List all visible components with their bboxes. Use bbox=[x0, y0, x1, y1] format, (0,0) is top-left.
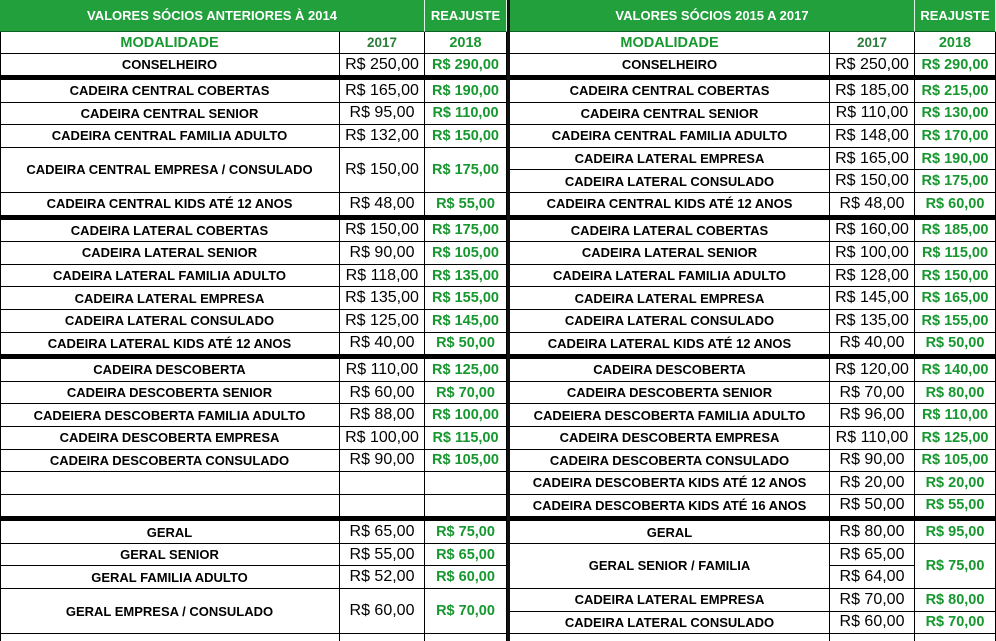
price-2018-cell: R$ 20,00 bbox=[915, 472, 996, 495]
price-2018-cell: R$ 70,00 bbox=[915, 612, 996, 635]
modalidade-cell: CADEIRA DESCOBERTA bbox=[0, 359, 340, 382]
price-2017-cell: R$ 20,00 bbox=[830, 472, 915, 495]
price-2017-cell: R$ 55,00 bbox=[340, 544, 425, 567]
modalidade-cell: CADEIRA LATERAL CONSULADO bbox=[510, 310, 830, 333]
price-2018-cell: R$ 130,00 bbox=[915, 103, 996, 126]
modalidade-cell: GERAL EMPRESA / CONSULADO bbox=[0, 589, 340, 634]
price-2017-cell: R$ 132,00 bbox=[340, 125, 425, 148]
modalidade-cell: CADEIRA CENTRAL SENIOR bbox=[0, 103, 340, 126]
modalidade-cell: CADEIRA CENTRAL COBERTAS bbox=[510, 80, 830, 103]
modalidade-cell: CADEIRA LATERAL EMPRESA bbox=[510, 589, 830, 612]
price-2018-cell: R$ 290,00 bbox=[425, 54, 507, 76]
price-2018-cell: R$ 155,00 bbox=[425, 287, 507, 310]
modalidade-cell: CADEIRA LATERAL CONSULADO bbox=[0, 310, 340, 333]
price-2017-cell: R$ 64,00 bbox=[830, 566, 915, 589]
price-2017-cell: R$ 50,00 bbox=[830, 495, 915, 518]
price-2017-cell: R$ 48,00 bbox=[830, 193, 915, 216]
table-title: VALORES SÓCIOS 2015 A 2017 bbox=[510, 0, 915, 32]
modalidade-cell: CADEIRA LATERAL KIDS ATÉ 12 ANOS bbox=[0, 333, 340, 356]
modalidade-cell: CADEIRA LATERAL CONSULADO bbox=[510, 170, 830, 193]
price-2017-cell: R$ 40,00 bbox=[830, 333, 915, 356]
price-2018-cell: R$ 155,00 bbox=[915, 310, 996, 333]
reajuste-header: REAJUSTE bbox=[915, 0, 996, 32]
modalidade-cell: CADEIRA CENTRAL KIDS ATÉ 12 ANOS bbox=[510, 193, 830, 216]
price-2018-cell: R$ 60,00 bbox=[915, 193, 996, 216]
price-2018-cell: R$ 70,00 bbox=[425, 589, 507, 634]
price-2017-cell: R$ 120,00 bbox=[830, 359, 915, 382]
price-2018-cell: R$ 110,00 bbox=[425, 103, 507, 126]
modalidade-cell: CADEIRA LATERAL FAMILIA ADULTO bbox=[510, 265, 830, 288]
price-2017-cell: R$ 150,00 bbox=[830, 170, 915, 193]
modalidade-cell: CADEIRA LATERAL SENIOR bbox=[0, 242, 340, 265]
price-2017-cell: R$ 125,00 bbox=[340, 310, 425, 333]
empty-cell bbox=[425, 495, 507, 518]
modalidade-cell: CADEIRA DESCOBERTA KIDS ATÉ 12 ANOS bbox=[510, 472, 830, 495]
price-2018-cell: R$ 115,00 bbox=[425, 427, 507, 450]
modalidade-cell: CADEIRA LATERAL EMPRESA bbox=[0, 287, 340, 310]
price-2017-cell: R$ 148,00 bbox=[830, 125, 915, 148]
modalidade-cell: CADEIRA LATERAL COBERTAS bbox=[510, 220, 830, 243]
price-2018-cell: R$ 105,00 bbox=[915, 450, 996, 473]
price-2018-cell: R$ 150,00 bbox=[425, 125, 507, 148]
price-2017-cell: R$ 185,00 bbox=[830, 80, 915, 103]
price-2017-cell: R$ 52,00 bbox=[340, 566, 425, 589]
price-2017-cell: R$ 60,00 bbox=[340, 589, 425, 634]
modalidade-cell: CADEIRA LATERAL CONSULADO bbox=[510, 612, 830, 635]
empty-cell bbox=[510, 634, 830, 641]
price-2018-cell: R$ 175,00 bbox=[425, 220, 507, 243]
modalidade-cell: CADEIRA DESCOBERTA bbox=[510, 359, 830, 382]
price-2018-cell: R$ 185,00 bbox=[915, 220, 996, 243]
price-2018-cell: R$ 80,00 bbox=[915, 382, 996, 405]
price-2018-cell: R$ 170,00 bbox=[915, 125, 996, 148]
column-header-2018: 2018 bbox=[425, 32, 507, 54]
price-2018-cell: R$ 175,00 bbox=[915, 170, 996, 193]
price-2018-cell: R$ 175,00 bbox=[425, 148, 507, 193]
modalidade-cell: CADEIRA DESCOBERTA EMPRESA bbox=[510, 427, 830, 450]
price-2017-cell: R$ 40,00 bbox=[340, 333, 425, 356]
price-2018-cell: R$ 190,00 bbox=[425, 80, 507, 103]
price-2017-cell: R$ 70,00 bbox=[830, 382, 915, 405]
modalidade-cell: CADEIRA CENTRAL EMPRESA / CONSULADO bbox=[0, 148, 340, 193]
price-2018-cell: R$ 190,00 bbox=[915, 148, 996, 171]
modalidade-cell: CADEIRA LATERAL EMPRESA bbox=[510, 148, 830, 171]
price-2017-cell: R$ 165,00 bbox=[830, 148, 915, 171]
price-2018-cell: R$ 115,00 bbox=[915, 242, 996, 265]
price-2018-cell: R$ 165,00 bbox=[915, 287, 996, 310]
price-2017-cell: R$ 135,00 bbox=[340, 287, 425, 310]
price-2017-cell: R$ 150,00 bbox=[340, 220, 425, 243]
price-2018-cell: R$ 50,00 bbox=[915, 333, 996, 356]
modalidade-cell: CONSELHEIRO bbox=[0, 54, 340, 76]
price-2018-cell: R$ 55,00 bbox=[425, 193, 507, 216]
price-2017-cell: R$ 70,00 bbox=[830, 589, 915, 612]
price-2017-cell: R$ 165,00 bbox=[340, 80, 425, 103]
price-2018-cell: R$ 60,00 bbox=[425, 566, 507, 589]
price-2018-cell: R$ 95,00 bbox=[915, 521, 996, 544]
reajuste-header: REAJUSTE bbox=[425, 0, 507, 32]
column-header-2018: 2018 bbox=[915, 32, 996, 54]
modalidade-cell: GERAL bbox=[0, 521, 340, 544]
price-2017-cell: R$ 150,00 bbox=[340, 148, 425, 193]
price-2017-cell: R$ 60,00 bbox=[340, 382, 425, 405]
price-2018-cell: R$ 100,00 bbox=[425, 404, 507, 427]
empty-cell bbox=[340, 495, 425, 518]
price-2017-cell: R$ 145,00 bbox=[830, 287, 915, 310]
modalidade-cell: CONSELHEIRO bbox=[510, 54, 830, 76]
price-2017-cell: R$ 250,00 bbox=[340, 54, 425, 76]
price-2017-cell: R$ 110,00 bbox=[830, 427, 915, 450]
modalidade-cell: GERAL SENIOR / FAMILIA bbox=[510, 544, 830, 589]
empty-cell bbox=[830, 634, 915, 641]
price-2018-cell: R$ 150,00 bbox=[915, 265, 996, 288]
price-2018-cell: R$ 215,00 bbox=[915, 80, 996, 103]
table-2015-a-2017 bbox=[510, 0, 996, 641]
empty-cell bbox=[0, 634, 340, 641]
price-2017-cell: R$ 65,00 bbox=[830, 544, 915, 567]
price-2018-cell: R$ 145,00 bbox=[425, 310, 507, 333]
modalidade-cell: GERAL FAMILIA ADULTO bbox=[0, 566, 340, 589]
price-2017-cell: R$ 90,00 bbox=[830, 450, 915, 473]
price-2018-cell: R$ 290,00 bbox=[915, 54, 996, 76]
price-2018-cell: R$ 105,00 bbox=[425, 242, 507, 265]
modalidade-cell: CADEIRA DESCOBERTA EMPRESA bbox=[0, 427, 340, 450]
price-2018-cell: R$ 50,00 bbox=[425, 333, 507, 356]
modalidade-cell: GERAL bbox=[510, 521, 830, 544]
price-2018-cell: R$ 125,00 bbox=[425, 359, 507, 382]
modalidade-cell: CADEIRA DESCOBERTA KIDS ATÉ 16 ANOS bbox=[510, 495, 830, 518]
modalidade-cell: CADEIRA DESCOBERTA SENIOR bbox=[0, 382, 340, 405]
price-2018-cell: R$ 75,00 bbox=[425, 521, 507, 544]
empty-cell bbox=[0, 495, 340, 518]
empty-cell bbox=[0, 472, 340, 495]
price-2018-cell: R$ 105,00 bbox=[425, 450, 507, 473]
modalidade-cell: CADEIERA DESCOBERTA FAMILIA ADULTO bbox=[510, 404, 830, 427]
empty-cell bbox=[425, 472, 507, 495]
price-2017-cell: R$ 100,00 bbox=[830, 242, 915, 265]
modalidade-cell: CADEIRA CENTRAL SENIOR bbox=[510, 103, 830, 126]
modalidade-cell: CADEIRA CENTRAL COBERTAS bbox=[0, 80, 340, 103]
column-header-2017: 2017 bbox=[340, 32, 425, 54]
price-2018-cell: R$ 110,00 bbox=[915, 404, 996, 427]
modalidade-cell: CADEIRA LATERAL FAMILIA ADULTO bbox=[0, 265, 340, 288]
price-2018-cell: R$ 135,00 bbox=[425, 265, 507, 288]
empty-cell bbox=[425, 634, 507, 641]
table-title: VALORES SÓCIOS ANTERIORES À 2014 bbox=[0, 0, 425, 32]
price-2017-cell: R$ 118,00 bbox=[340, 265, 425, 288]
modalidade-cell: CADEIRA CENTRAL FAMILIA ADULTO bbox=[0, 125, 340, 148]
price-2017-cell: R$ 80,00 bbox=[830, 521, 915, 544]
price-2017-cell: R$ 96,00 bbox=[830, 404, 915, 427]
price-2017-cell: R$ 90,00 bbox=[340, 242, 425, 265]
modalidade-cell: CADEIRA LATERAL SENIOR bbox=[510, 242, 830, 265]
modalidade-cell: CADEIERA DESCOBERTA FAMILIA ADULTO bbox=[0, 404, 340, 427]
price-2017-cell: R$ 65,00 bbox=[340, 521, 425, 544]
empty-cell bbox=[915, 634, 996, 641]
price-2017-cell: R$ 160,00 bbox=[830, 220, 915, 243]
modalidade-cell: CADEIRA LATERAL COBERTAS bbox=[0, 220, 340, 243]
price-2017-cell: R$ 90,00 bbox=[340, 450, 425, 473]
modalidade-cell: CADEIRA LATERAL EMPRESA bbox=[510, 287, 830, 310]
price-2017-cell: R$ 100,00 bbox=[340, 427, 425, 450]
price-2018-cell: R$ 125,00 bbox=[915, 427, 996, 450]
modalidade-cell: CADEIRA CENTRAL FAMILIA ADULTO bbox=[510, 125, 830, 148]
empty-cell bbox=[340, 472, 425, 495]
column-header-2017: 2017 bbox=[830, 32, 915, 54]
modalidade-cell: CADEIRA DESCOBERTA CONSULADO bbox=[0, 450, 340, 473]
price-2018-cell: R$ 80,00 bbox=[915, 589, 996, 612]
modalidade-cell: CADEIRA DESCOBERTA CONSULADO bbox=[510, 450, 830, 473]
price-2017-cell: R$ 250,00 bbox=[830, 54, 915, 76]
modalidade-cell: CADEIRA CENTRAL KIDS ATÉ 12 ANOS bbox=[0, 193, 340, 216]
price-2018-cell: R$ 75,00 bbox=[915, 544, 996, 589]
price-2017-cell: R$ 88,00 bbox=[340, 404, 425, 427]
modalidade-cell: CADEIRA LATERAL KIDS ATÉ 12 ANOS bbox=[510, 333, 830, 356]
price-2017-cell: R$ 48,00 bbox=[340, 193, 425, 216]
price-2018-cell: R$ 70,00 bbox=[425, 382, 507, 405]
empty-cell bbox=[340, 634, 425, 641]
modalidade-cell: CADEIRA DESCOBERTA SENIOR bbox=[510, 382, 830, 405]
price-2018-cell: R$ 140,00 bbox=[915, 359, 996, 382]
price-2017-cell: R$ 135,00 bbox=[830, 310, 915, 333]
modalidade-cell: GERAL SENIOR bbox=[0, 544, 340, 567]
price-2017-cell: R$ 110,00 bbox=[830, 103, 915, 126]
price-2017-cell: R$ 128,00 bbox=[830, 265, 915, 288]
price-2018-cell: R$ 55,00 bbox=[915, 495, 996, 518]
price-2017-cell: R$ 110,00 bbox=[340, 359, 425, 382]
column-header-modalidade: MODALIDADE bbox=[510, 32, 830, 54]
column-header-modalidade: MODALIDADE bbox=[0, 32, 340, 54]
price-2017-cell: R$ 60,00 bbox=[830, 612, 915, 635]
price-2018-cell: R$ 65,00 bbox=[425, 544, 507, 567]
price-2017-cell: R$ 95,00 bbox=[340, 103, 425, 126]
